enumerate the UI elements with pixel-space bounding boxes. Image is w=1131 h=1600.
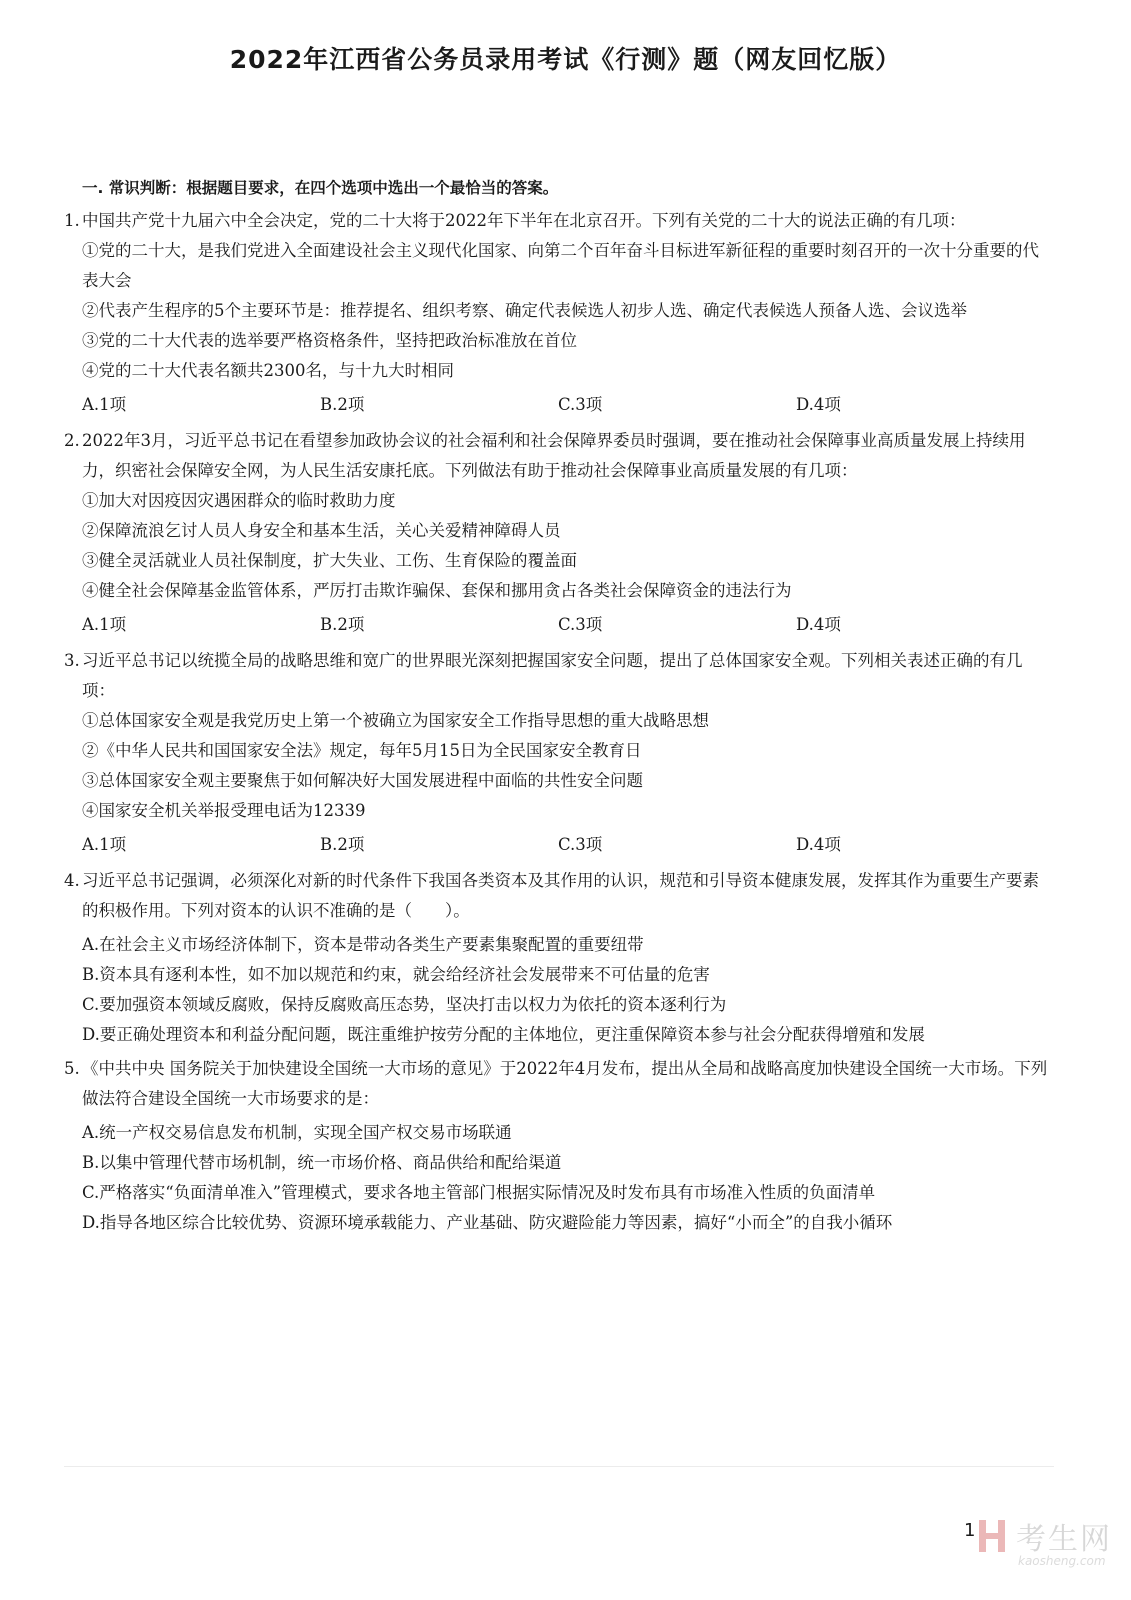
question-stem: 《中共中央 国务院关于加快建设全国统一大市场的意见》于2022年4月发布，提出从全局和战略高度加快建设全国统一大市场。下列做法符合建设全国统一大市场要求的是： — [82, 1059, 1048, 1108]
statement-item: ②保障流浪乞讨人员人身安全和基本生活，关心关爱精神障碍人员 — [82, 521, 561, 540]
question-2 — [64, 426, 1054, 640]
question-number: 1. — [64, 211, 80, 230]
question-5 — [64, 1054, 1054, 1238]
answer-options — [82, 830, 1054, 860]
question-4 — [64, 866, 1054, 1054]
statement-item: ②代表产生程序的5个主要环节是：推荐提名、组织考察、确定代表候选人初步人选、确定代表候选人预备人选、会议选举 — [82, 301, 967, 320]
option-c: C.3项 — [558, 615, 603, 634]
option-b: B.2项 — [320, 615, 365, 634]
statement-item: ②《中华人民共和国国家安全法》规定，每年5月15日为全民国家安全教育日 — [82, 741, 642, 760]
option-a: A.在社会主义市场经济体制下，资本是带动各类生产要素集聚配置的重要纽带 — [82, 935, 644, 954]
question-number: 3. — [64, 651, 80, 670]
option-a: A.统一产权交易信息发布机制，实现全国产权交易市场联通 — [82, 1123, 512, 1142]
statement-item: ③总体国家安全观主要聚焦于如何解决好大国发展进程中面临的共性安全问题 — [82, 771, 643, 790]
option-c: C.要加强资本领域反腐败，保持反腐败高压态势，坚决打击以权力为依托的资本逐利行为 — [82, 995, 727, 1014]
footer-divider — [64, 1466, 1054, 1467]
site-logo — [978, 1514, 1128, 1574]
logo-mark-icon — [978, 1518, 1008, 1554]
statement-item: ③健全灵活就业人员社保制度，扩大失业、工伤、生育保险的覆盖面 — [82, 551, 577, 570]
statement-item: ④国家安全机关举报受理电话为12339 — [82, 801, 366, 820]
statement-item: ①加大对因疫因灾遇困群众的临时救助力度 — [82, 491, 396, 510]
section-heading: 一. 常识判断：根据题目要求，在四个选项中选出一个最恰当的答案。 — [82, 179, 559, 197]
option-d: D.4项 — [796, 395, 841, 414]
option-d: D.要正确处理资本和利益分配问题，既注重维护按劳分配的主体地位，更注重保障资本参与社会分配获得增殖和发展 — [82, 1025, 925, 1044]
option-c: C.严格落实“负面清单准入”管理模式，要求各地主管部门根据实际情况及时发布具有市场准入性质的负面清单 — [82, 1183, 876, 1202]
answer-options — [82, 390, 1054, 420]
question-number: 5. — [64, 1059, 80, 1078]
question-list — [0, 206, 1131, 1238]
statement-item: ③党的二十大代表的选举要严格资格条件，坚持把政治标准放在首位 — [82, 331, 577, 350]
answer-options — [82, 610, 1054, 640]
option-c: C.3项 — [558, 835, 603, 854]
logo-text: 考生网 — [1016, 1522, 1112, 1557]
option-a: A.1项 — [82, 835, 127, 854]
option-b: B.资本具有逐利本性，如不加以规范和约束，就会给经济社会发展带来不可估量的危害 — [82, 965, 710, 984]
question-number: 2. — [64, 431, 80, 450]
option-b: B.2项 — [320, 395, 365, 414]
logo-url: kaosheng.com — [1018, 1554, 1106, 1568]
option-d: D.4项 — [796, 615, 841, 634]
question-3 — [64, 646, 1054, 860]
option-a: A.1项 — [82, 615, 127, 634]
option-d: D.指导各地区综合比较优势、资源环境承载能力、产业基础、防灾避险能力等因素，搞好“小而全”的自我小循环 — [82, 1213, 893, 1232]
option-d: D.4项 — [796, 835, 841, 854]
statement-item: ④健全社会保障基金监管体系，严厉打击欺诈骗保、套保和挪用贪占各类社会保障资金的违法行为 — [82, 581, 792, 600]
question-stem: 2022年3月，习近平总书记在看望参加政协会议的社会福利和社会保障界委员时强调，要在推动社会保障事业高质量发展上持续用力，织密社会保障安全网，为人民生活安康托底。下列做法有助于推动社会保障事业高质量发展的有几项： — [82, 431, 1026, 480]
question-number: 4. — [64, 871, 80, 890]
statement-item: ①党的二十大，是我们党进入全面建设社会主义现代化国家、向第二个百年奋斗目标进军新征程的重要时刻召开的一次十分重要的代表大会 — [82, 241, 1039, 290]
document-title: 2022年江西省公务员录用考试《行测》题（网友回忆版） — [229, 45, 902, 74]
option-c: C.3项 — [558, 395, 603, 414]
question-1 — [64, 206, 1054, 420]
option-b: B.以集中管理代替市场机制，统一市场价格、商品供给和配给渠道 — [82, 1153, 562, 1172]
statement-item: ①总体国家安全观是我党历史上第一个被确立为国家安全工作指导思想的重大战略思想 — [82, 711, 709, 730]
question-stem: 习近平总书记以统揽全局的战略思维和宽广的世界眼光深刻把握国家安全问题，提出了总体国家安全观。下列相关表述正确的有几项： — [82, 651, 1023, 700]
question-stem: 习近平总书记强调，必须深化对新的时代条件下我国各类资本及其作用的认识，规范和引导资本健康发展，发挥其作为重要生产要素的积极作用。下列对资本的认识不准确的是（ ）。 — [82, 871, 1039, 920]
page-number: 1 — [964, 1520, 976, 1541]
statement-item: ④党的二十大代表名额共2300名，与十九大时相同 — [82, 361, 454, 380]
option-b: B.2项 — [320, 835, 365, 854]
option-a: A.1项 — [82, 395, 127, 414]
question-stem: 中国共产党十九届六中全会决定，党的二十大将于2022年下半年在北京召开。下列有关党的二十大的说法正确的有几项： — [82, 211, 966, 230]
